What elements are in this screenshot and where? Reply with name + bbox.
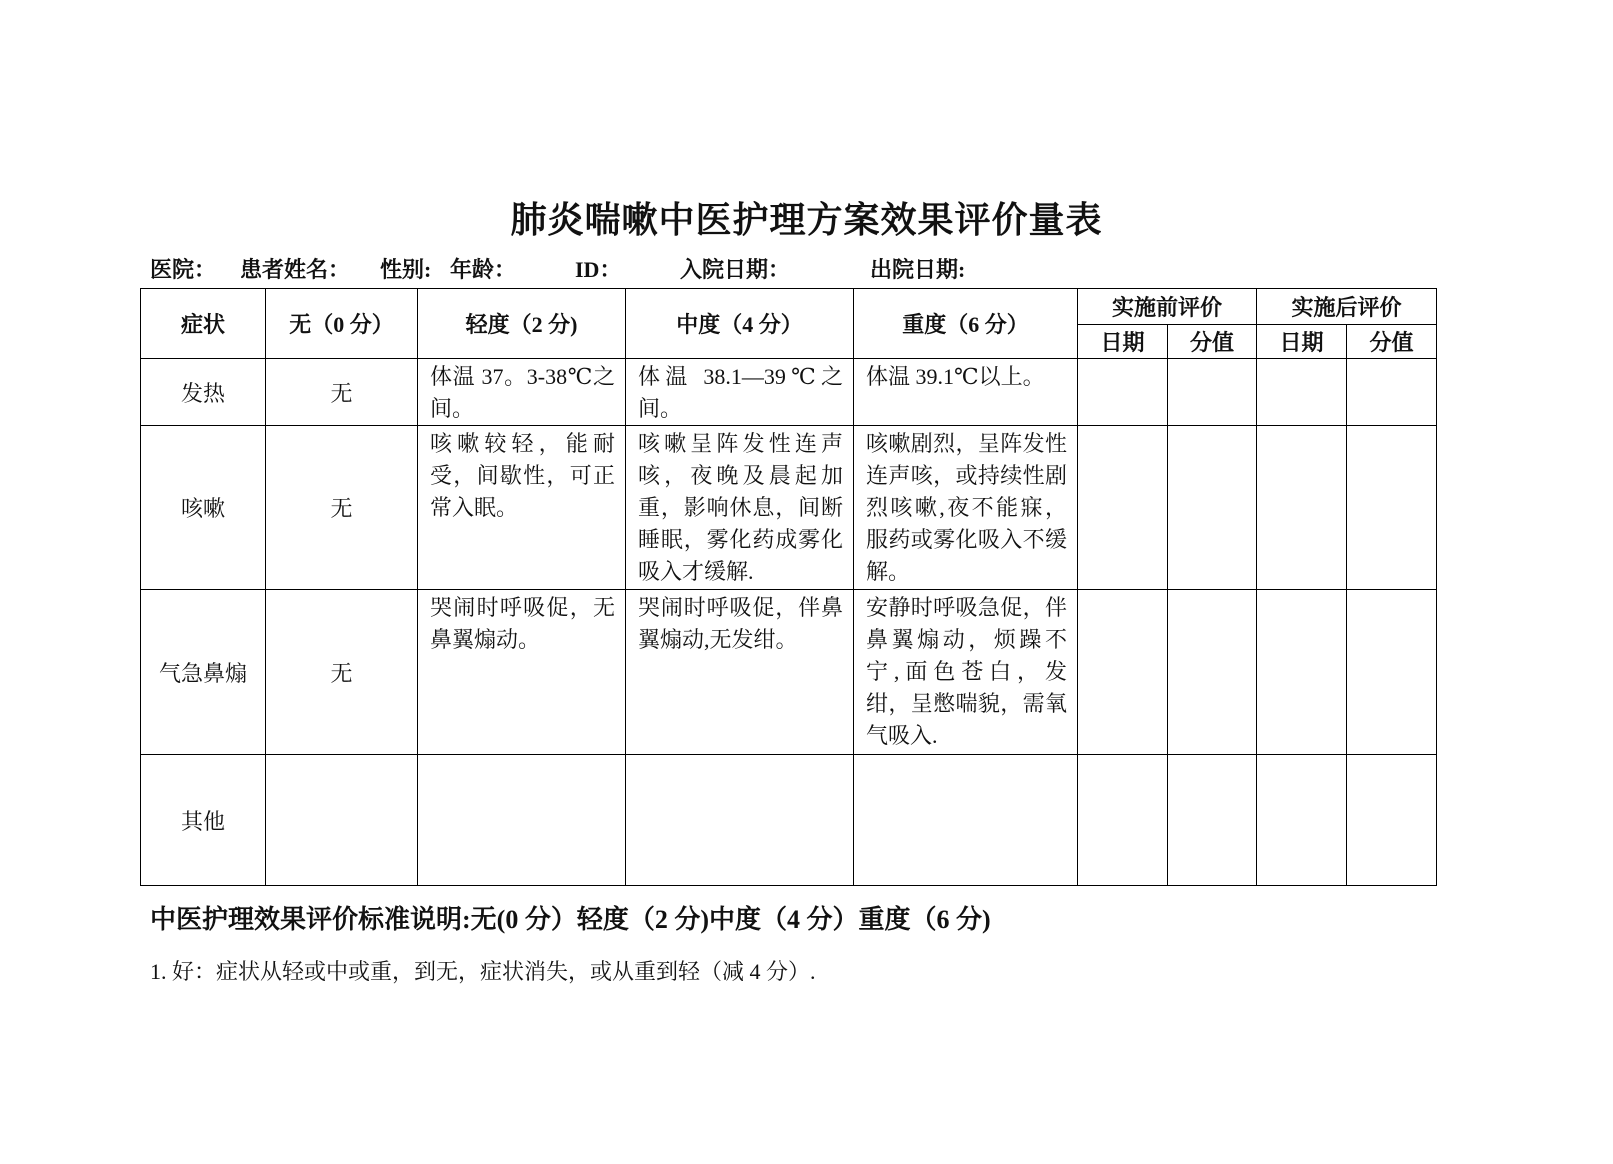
after-date-cell[interactable] bbox=[1257, 590, 1347, 755]
before-score-cell[interactable] bbox=[1168, 755, 1257, 886]
table-row-shortness-of-breath bbox=[141, 590, 1437, 755]
discharge-date-label: 出院日期: bbox=[870, 257, 966, 282]
criteria-title: 中医护理效果评价标准说明:无(0 分）轻度（2 分)中度（4 分）重度（6 分) bbox=[150, 905, 991, 934]
moderate-cell[interactable] bbox=[626, 755, 854, 886]
symptom-cell: 其他 bbox=[141, 755, 266, 886]
after-score-cell[interactable] bbox=[1347, 426, 1437, 590]
header-severe: 重度（6 分） bbox=[854, 289, 1078, 359]
patient-name-label: 患者姓名： bbox=[240, 257, 351, 282]
mild-cell: 体温 37。3-38℃之间。 bbox=[418, 359, 626, 426]
header-after-evaluation: 实施后评价 bbox=[1257, 289, 1437, 325]
moderate-cell: 咳嗽呈阵发性连声咳，夜晚及晨起加重，影响休息，间断睡眠，雾化药成雾化吸入才缓解. bbox=[626, 426, 854, 590]
header-before-evaluation: 实施前评价 bbox=[1078, 289, 1257, 325]
mild-cell: 哭闹时呼吸促，无鼻翼煽动。 bbox=[418, 590, 626, 755]
none-cell[interactable] bbox=[266, 755, 418, 886]
moderate-cell: 哭闹时呼吸促，伴鼻翼煽动,无发绀。 bbox=[626, 590, 854, 755]
symptom-cell: 气急鼻煽 bbox=[141, 590, 266, 755]
moderate-cell: 体温 38.1—39℃之间。 bbox=[626, 359, 854, 426]
criteria-note: 1. 好：症状从轻或中或重，到无，症状消失，或从重到轻（减 4 分）. bbox=[150, 959, 816, 984]
table-row-other bbox=[141, 755, 1437, 886]
after-score-cell[interactable] bbox=[1347, 359, 1437, 426]
symptom-cell: 发热 bbox=[141, 359, 266, 426]
severe-cell: 咳嗽剧烈，呈阵发性连声咳，或持续性剧烈咳嗽,夜不能寐，服药或雾化吸入不缓解。 bbox=[854, 426, 1078, 590]
before-date-cell[interactable] bbox=[1078, 359, 1168, 426]
id-label: ID： bbox=[575, 257, 622, 282]
before-date-cell[interactable] bbox=[1078, 590, 1168, 755]
header-moderate: 中度（4 分） bbox=[626, 289, 854, 359]
none-cell: 无 bbox=[266, 426, 418, 590]
page-title: 肺炎喘嗽中医护理方案效果评价量表 bbox=[510, 200, 1103, 240]
after-date-cell[interactable] bbox=[1257, 359, 1347, 426]
mild-cell[interactable] bbox=[418, 755, 626, 886]
header-mild: 轻度（2 分) bbox=[418, 289, 626, 359]
header-before-date: 日期 bbox=[1078, 325, 1168, 359]
table-row-fever bbox=[141, 359, 1437, 426]
patient-info-line bbox=[150, 254, 1430, 286]
before-date-cell[interactable] bbox=[1078, 426, 1168, 590]
header-symptom: 症状 bbox=[141, 289, 266, 359]
hospital-label: 医院： bbox=[150, 257, 217, 282]
admission-date-label: 入院日期： bbox=[680, 257, 791, 282]
none-cell: 无 bbox=[266, 590, 418, 755]
header-row-top bbox=[141, 289, 1437, 325]
evaluation-table bbox=[140, 288, 1437, 886]
header-none: 无（0 分） bbox=[266, 289, 418, 359]
after-date-cell[interactable] bbox=[1257, 755, 1347, 886]
after-date-cell[interactable] bbox=[1257, 426, 1347, 590]
symptom-cell: 咳嗽 bbox=[141, 426, 266, 590]
gender-label: 性别: bbox=[380, 257, 432, 282]
before-date-cell[interactable] bbox=[1078, 755, 1168, 886]
before-score-cell[interactable] bbox=[1168, 359, 1257, 426]
mild-cell: 咳嗽较轻，能耐受，间歇性，可正常入眠。 bbox=[418, 426, 626, 590]
severe-cell: 体温 39.1℃以上。 bbox=[854, 359, 1078, 426]
after-score-cell[interactable] bbox=[1347, 755, 1437, 886]
header-before-score: 分值 bbox=[1168, 325, 1257, 359]
after-score-cell[interactable] bbox=[1347, 590, 1437, 755]
none-cell: 无 bbox=[266, 359, 418, 426]
before-score-cell[interactable] bbox=[1168, 426, 1257, 590]
age-label: 年龄： bbox=[450, 257, 517, 282]
severe-cell: 安静时呼吸急促，伴鼻翼煽动，烦躁不宁,面色苍白，发绀，呈憋喘貌，需氧气吸入. bbox=[854, 590, 1078, 755]
severe-cell[interactable] bbox=[854, 755, 1078, 886]
table-row-cough bbox=[141, 426, 1437, 590]
header-after-score: 分值 bbox=[1347, 325, 1437, 359]
before-score-cell[interactable] bbox=[1168, 590, 1257, 755]
header-after-date: 日期 bbox=[1257, 325, 1347, 359]
